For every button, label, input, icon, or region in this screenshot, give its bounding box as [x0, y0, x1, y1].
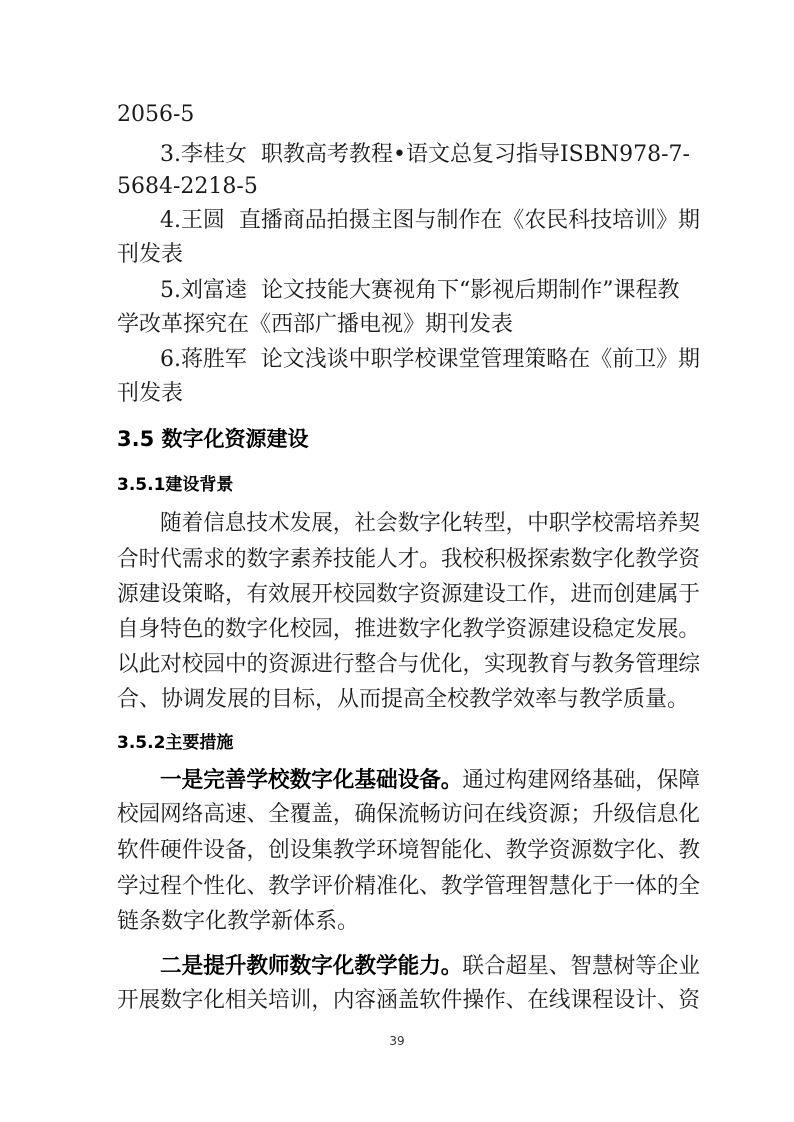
text-line: 开展数字化相关培训，内容涵盖软件操作、在线课程设计、资 — [117, 988, 701, 1013]
text-line: 以此对校园中的资源进行整合与优化，实现教育与教务管理综 — [117, 652, 701, 677]
text-line: 6.蒋胜军 论文浅谈中职学校课堂管理策略在《前卫》期 — [160, 347, 701, 372]
text-line — [160, 951, 700, 981]
text-line: 软件硬件设备，创设集教学环境智能化、教学资源数字化、教 — [117, 838, 701, 863]
key-point-lead: 一是完善学校数字化基础设备。 — [160, 767, 463, 793]
text-line: 校园网络高速、全覆盖，确保流畅访问在线资源；升级信息化 — [117, 802, 701, 827]
text-line: 刊发表 — [117, 242, 184, 267]
text-line: 5684-2218-5 — [117, 174, 258, 199]
text-line: 合时代需求的数字素养技能人才。我校积极探索数字化教学资 — [117, 547, 701, 572]
key-point-lead: 二是提升教师数字化教学能力。 — [160, 953, 463, 979]
text-run: 联合超星、智慧树等企业 — [462, 954, 701, 979]
text-line: 2056-5 — [117, 102, 195, 127]
text-line: 3.李桂女 职教高考教程•语文总复习指导ISBN978-7- — [160, 142, 690, 167]
text-run: 通过构建网络基础，保障 — [462, 768, 701, 793]
text-line: 5.刘富逵 论文技能大赛视角下“影视后期制作”课程教 — [160, 278, 680, 303]
text-line: 学过程个性化、教学评价精准化、教学管理智慧化于一体的全 — [117, 874, 701, 899]
section-heading: 3.5 数字化资源建设 — [117, 427, 309, 451]
subsection-heading: 3.5.2主要措施 — [117, 733, 234, 753]
subsection-heading: 3.5.1建设背景 — [117, 475, 234, 495]
text-line: 链条数字化教学新体系。 — [117, 909, 360, 934]
text-line — [160, 765, 700, 795]
page-number: 39 — [389, 1034, 405, 1048]
text-line: 学改革探究在《西部广播电视》期刊发表 — [117, 312, 514, 337]
text-line: 自身特色的数字化校园，推进数字化教学资源建设稳定发展。 — [117, 617, 701, 642]
text-line: 刊发表 — [117, 381, 184, 406]
text-line: 源建设策略，有效展开校园数字资源建设工作，进而创建属于 — [117, 582, 701, 607]
text-line: 随着信息技术发展，社会数字化转型，中职学校需培养契 — [160, 511, 701, 536]
text-line: 4.王圆 直播商品拍摄主图与制作在《农民科技培训》期 — [160, 208, 701, 233]
text-line: 合、协调发展的目标，从而提高全校教学效率与教学质量。 — [117, 687, 690, 712]
